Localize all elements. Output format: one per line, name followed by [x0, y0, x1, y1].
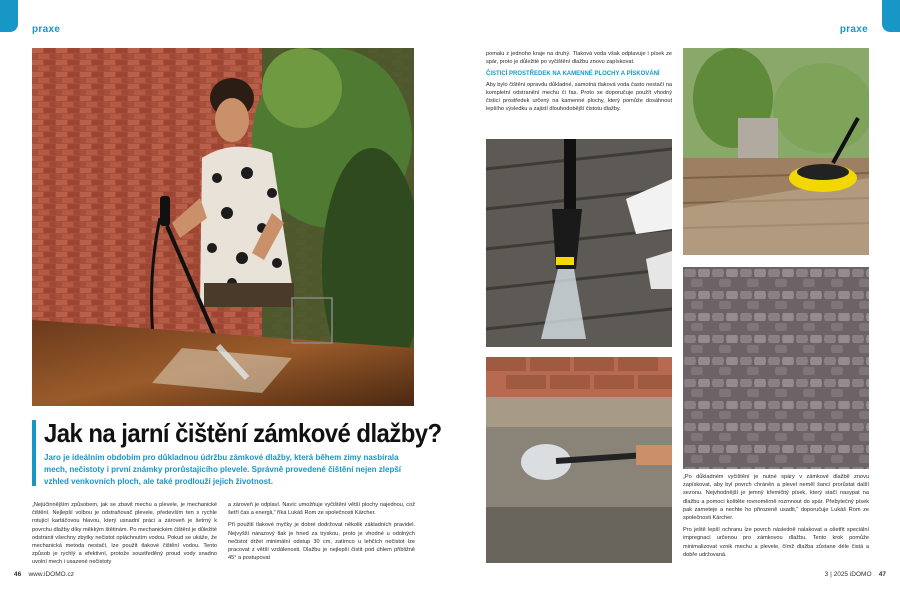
page-number-left: 46: [14, 571, 22, 578]
body-paragraph: „Po důkladném vyčištění je nutné spáry v zámkové dlažbě znovu zapískovat, aby byl povrch chráněn a plevel neměl šanci prorůstat další sezonu. Nejvhodnější je jemný křemičitý písek, který stačí nasypat na dlažbu a pomocí koštěte rovnoměrně rozmnout do spár. Přebytečný písek pak zameteje a nechte ho přirozeně usadit,“ doporučuje Lukáš Rom ze společnosti Kärcher.: [683, 474, 869, 522]
body-paragraph: Aby bylo čištění opravdu důkladné, samotná tlaková voda často nestačí na kompletní odstranění mechu či řas. Proto se doporučuje použít vhodný čisticí prostředek určený na kamenné plochy, který pomůže dosáhnout lepšího výsledku a zajistí dlouhodobější čistotu dlažby.: [486, 81, 672, 113]
footer-site: www.iDOMO.cz: [28, 571, 74, 578]
body-column-2: [228, 501, 415, 566]
footer-issue: 3 | 2025 iDOMO: [824, 571, 872, 578]
article-title: Jak na jarní čištění zámkové dlažby?: [44, 418, 442, 448]
body-column-4: [683, 473, 869, 563]
body-paragraph: pomalu z jednoho kraje na druhý. Tlaková voda však odplavuje i písek ze spár, proto je důležité po vyčištění dlažbu znovu zapískovat.: [486, 51, 672, 66]
headline-accent-bar: [32, 420, 36, 486]
paving-photo: [683, 267, 869, 469]
surface-cleaner-photo: [683, 48, 869, 255]
yellow-surface-cleaner-icon: [683, 48, 869, 255]
body-paragraph: Při použití tlakové myčky je dobré dodržovat několik základních pravidel. Nejvyšší nárazový tlak je hned za tryskou, proto je vhodné u odolných nečistot držet minimální odstup 30 cm, zatímco u lehčích nečistot lze pracovat z větší vzdálenosti. Dlažbu je nejlepší čistit pod úhlem přibližně 45° a postupovat: [228, 522, 415, 562]
section-tab-right: [882, 0, 900, 32]
body-paragraph: Pro ještě lepší ochranu lze povrch následně nalakovat a ošetřit speciální impregnací určenou pro zámkovou dlažbu. Tento krok pomůže minimalizovat vznik mechu a plevele, čímž dlažba zůstane déle čistá a dobře udržovaná.: [683, 527, 869, 558]
man-cleaning-table-icon: [32, 48, 414, 406]
section-label-left: praxe: [32, 24, 61, 35]
body-column-1: [32, 501, 217, 571]
wall-spray-photo: [486, 357, 672, 563]
body-column-3: [486, 50, 672, 117]
interlocking-paving-icon: [683, 267, 869, 469]
article-lead: Jaro je ideálním obdobím pro důkladnou údržbu zámkové dlažby, která během zimy nasbírala mech, nečistoty i první známky prorůstajícího plevele. Správně provedené čištění nejen zlepší vzhled venkovních ploch, ale také prodlouží jejich životnost.: [44, 453, 402, 486]
section-label-right: praxe: [839, 24, 868, 35]
body-paragraph: „Nejúčinnějším způsobem, jak se zbavit mechu a plevele, je mechanické čištění. Nejlepší volbou je odstraňovač plevele, především ten s rychle rotující kartáčovou hlavou, který usnadní práci a zároveň je šetrný k povrchu dlažby díky měkkým štětinám. Po mechanickém čištění je důležité odstranit všechny zbytky nečistot opláchnutím vodou. Pokud se ukáže, že mechanická metoda nestačí, lze použít tlakové čištění vodou. Tento způsob je rychlý a efektivní, protože soustředěný proud vody snadno uvolní mech i usazené nečistoty: [32, 502, 217, 566]
footer-left: [14, 571, 74, 578]
pressure-washer-brick-wall-icon: [486, 357, 672, 563]
page-number-right: 47: [878, 571, 886, 578]
section-subhead: ČISTICÍ PROSTŘEDEK NA KAMENNÉ PLOCHY A PÍSKOVÁNÍ: [486, 71, 660, 78]
main-photo: [32, 48, 414, 406]
body-paragraph: a zároveň je odplaví. Navíc umožňuje vyčištění větší plochy najednou, což šetří čas a energii,“ říká Lukáš Rom ze společnosti Kärcher.: [228, 502, 415, 517]
wand-deck-photo: [486, 139, 672, 347]
pressure-washer-nozzle-icon: [486, 139, 672, 347]
footer-right: [825, 571, 886, 578]
section-tab-left: [0, 0, 18, 32]
